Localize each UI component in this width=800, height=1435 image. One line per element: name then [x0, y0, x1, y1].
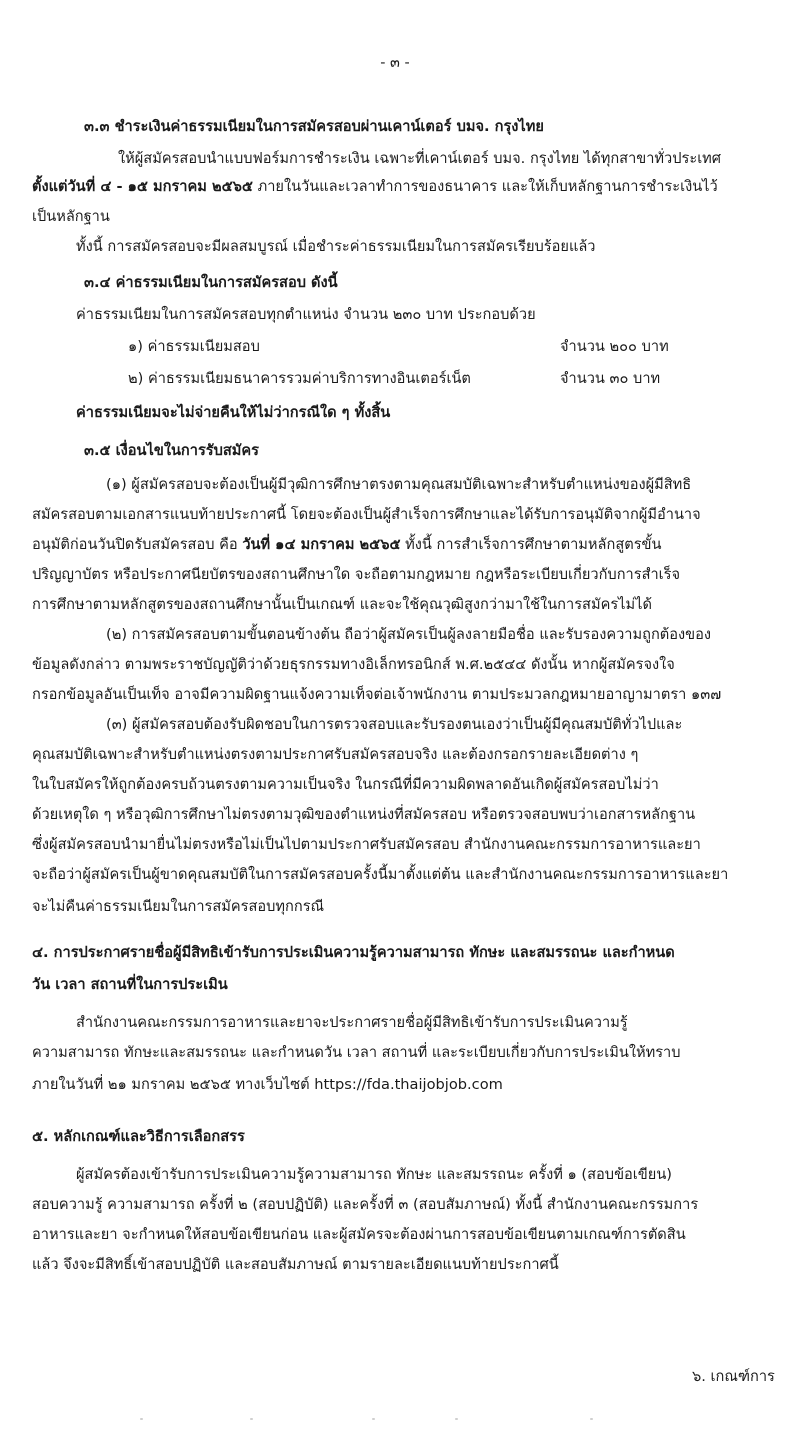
- condition-3-line: จะถือว่าผู้สมัครเป็นผู้ขาดคุณสมบัติในการสมัครสอบครั้งนี้มาตั้งแต่ต้น และสำนักงานคณะกรรมการอาหารและยา: [32, 866, 729, 883]
- section-3-5-heading: ๓.๕ เงื่อนไขในการรับสมัคร: [84, 442, 260, 459]
- scan-speck: [250, 1418, 253, 1420]
- section-5-heading: ๕. หลักเกณฑ์และวิธีการเลือกสรร: [32, 1128, 245, 1145]
- condition-3-line: จะไม่คืนค่าธรรมเนียมในการสมัครสอบทุกกรณี: [32, 898, 325, 915]
- fee-item-label: ๑) ค่าธรรมเนียมสอบ: [128, 338, 260, 355]
- condition-1-line: การศึกษาตามหลักสูตรของสถานศึกษานั้นเป็นเกณฑ์ และจะใช้คุณวุฒิสูงกว่ามาใช้ในการสมัครไม่ได้: [32, 596, 652, 613]
- fee-intro: ค่าธรรมเนียมในการสมัครสอบทุกตำแหน่ง จำนวน ๒๓๐ บาท ประกอบด้วย: [76, 306, 536, 323]
- condition-3-line: ด้วยเหตุใด ๆ หรือวุฒิการศึกษาไม่ตรงตามวุฒิของตำแหน่งที่สมัครสอบ หรือตรวจสอบพบว่าเอกสารหลักฐาน: [32, 806, 696, 823]
- section-4-line: ความสามารถ ทักษะและสมรรถนะ และกำหนดวัน เวลา สถานที่ และระเบียบเกี่ยวกับการประเมินให้ทราบ: [32, 1044, 681, 1061]
- section-4-heading: วัน เวลา สถานที่ในการประเมิน: [32, 976, 228, 993]
- fee-item-amount: จำนวน ๓๐ บาท: [560, 370, 661, 387]
- condition-1-line: อนุมัติก่อนวันปิดรับสมัครสอบ คือ วันที่ ๑๔ มกราคม ๒๕๖๕ ทั้งนี้ การสำเร็จการศึกษาตามหลักสูตรขั้น: [32, 536, 662, 553]
- application-deadline: วันที่ ๑๔ มกราคม ๒๕๖๕: [242, 536, 401, 553]
- condition-2-line: (๒) การสมัครสอบตามขั้นตอนข้างต้น ถือว่าผู้สมัครเป็นผู้ลงลายมือชื่อ และรับรองความถูกต้องของ: [106, 626, 712, 643]
- condition-1-line: (๑) ผู้สมัครสอบจะต้องเป็นผู้มีวุฒิการศึกษาตรงตามคุณสมบัติเฉพาะสำหรับตำแหน่งของผู้มีสิทธิ: [106, 476, 692, 493]
- section-3-3-paragraph-line: ตั้งแต่วันที่ ๔ - ๑๕ มกราคม ๒๕๖๕ ภายในวันและเวลาทำการของธนาคาร และให้เก็บหลักฐานการชำระเงินไว้: [32, 178, 718, 195]
- section-4-line: ภายในวันที่ ๒๑ มกราคม ๒๕๖๕ ทางเว็บไซต์ https://fda.thaijobjob.com: [32, 1076, 503, 1093]
- section-5-line: อาหารและยา จะกำหนดให้สอบข้อเขียนก่อน และผู้สมัครจะต้องผ่านการสอบข้อเขียนตามเกณฑ์การตัดสิน: [32, 1226, 686, 1243]
- section-4-heading: ๔. การประกาศรายชื่อผู้มีสิทธิเข้ารับการประเมินความรู้ความสามารถ ทักษะ และสมรรถนะ และกำหนด: [32, 944, 675, 961]
- section-5-line: สอบความรู้ ความสามารถ ครั้งที่ ๒ (สอบปฏิบัติ) และครั้งที่ ๓ (สอบสัมภาษณ์) ทั้งนี้ สำนักงานคณะกรรมการ: [32, 1196, 699, 1213]
- fee-item-amount: จำนวน ๒๐๐ บาท: [560, 338, 669, 355]
- scan-speck: [455, 1418, 458, 1420]
- section-3-3-heading: ๓.๓ ชำระเงินค่าธรรมเนียมในการสมัครสอบผ่านเคาน์เตอร์ บมจ. กรุงไทย: [84, 118, 544, 135]
- section-4-line: สำนักงานคณะกรรมการอาหารและยาจะประกาศรายชื่อผู้มีสิทธิเข้ารับการประเมินความรู้: [76, 1014, 628, 1031]
- scan-speck: [590, 1418, 593, 1420]
- fee-non-refundable-note: ค่าธรรมเนียมจะไม่จ่ายคืนให้ไม่ว่ากรณีใด ๆ ทั้งสิ้น: [76, 404, 391, 421]
- condition-1-line: สมัครสอบตามเอกสารแนบท้ายประกาศนี้ โดยจะต้องเป็นผู้สำเร็จการศึกษาและได้รับการอนุมัติจากผู้มีอำนาจ: [32, 506, 701, 523]
- page-number: - ๓ -: [380, 54, 410, 71]
- section-5-line: แล้ว จึงจะมีสิทธิ์เข้าสอบปฏิบัติ และสอบสัมภาษณ์ ตามรายละเอียดแนบท้ายประกาศนี้: [32, 1256, 559, 1273]
- section-3-3-paragraph-line: ให้ผู้สมัครสอบนำแบบฟอร์มการชำระเงิน เฉพาะที่เคาน์เตอร์ บมจ. กรุงไทย ได้ทุกสาขาทั่วประเทศ: [118, 150, 722, 167]
- section-5-line: ผู้สมัครต้องเข้ารับการประเมินความรู้ความสามารถ ทักษะ และสมรรถนะ ครั้งที่ ๑ (สอบข้อเขียน): [76, 1166, 672, 1183]
- condition-3-line: ในใบสมัครให้ถูกต้องครบถ้วนตรงตามความเป็นจริง ในกรณีที่มีความผิดพลาดอันเกิดผู้สมัครสอบไม่ว่า: [32, 776, 659, 793]
- condition-2-line: ข้อมูลดังกล่าว ตามพระราชบัญญัติว่าด้วยธุรกรรมทางอิเล็กทรอนิกส์ พ.ศ.๒๕๔๔ ดังนั้น หากผู้สมัครจงใจ: [32, 656, 675, 673]
- condition-3-line: คุณสมบัติเฉพาะสำหรับตำแหน่งตรงตามประกาศรับสมัครสอบจริง และต้องกรอกรายละเอียดต่าง ๆ: [32, 746, 639, 763]
- fee-item-label: ๒) ค่าธรรมเนียมธนาคารรวมค่าบริการทางอินเตอร์เน็ต: [128, 370, 471, 387]
- section-3-4-heading: ๓.๔ ค่าธรรมเนียมในการสมัครสอบ ดังนี้: [84, 274, 338, 291]
- next-page-continuation: ๖. เกณฑ์การ: [692, 1368, 775, 1385]
- scan-speck: [140, 1418, 143, 1420]
- scan-speck: [372, 1418, 375, 1420]
- condition-2-line: กรอกข้อมูลอันเป็นเท็จ อาจมีความผิดฐานแจ้งความเท็จต่อเจ้าพนักงาน ตามประมวลกฎหมายอาญามาตรา ๑๓๗: [32, 686, 722, 703]
- section-3-3-paragraph-line: เป็นหลักฐาน: [32, 208, 110, 225]
- condition-1-line: ปริญญาบัตร หรือประกาศนียบัตรของสถานศึกษาใด จะถือตามกฎหมาย กฎหรือระเบียบเกี่ยวกับการสำเร็จ: [32, 566, 681, 583]
- payment-period: ตั้งแต่วันที่ ๔ - ๑๕ มกราคม ๒๕๖๕: [32, 178, 253, 195]
- section-3-3-note: ทั้งนี้ การสมัครสอบจะมีผลสมบูรณ์ เมื่อชำระค่าธรรมเนียมในการสมัครเรียบร้อยแล้ว: [76, 238, 596, 255]
- condition-3-line: (๓) ผู้สมัครสอบต้องรับผิดชอบในการตรวจสอบและรับรองตนเองว่าเป็นผู้มีคุณสมบัติทั่วไปและ: [106, 716, 683, 733]
- condition-3-line: ซึ่งผู้สมัครสอบนำมายื่นไม่ตรงหรือไม่เป็นไปตามประกาศรับสมัครสอบ สำนักงานคณะกรรมการอาหารและยา: [32, 836, 701, 853]
